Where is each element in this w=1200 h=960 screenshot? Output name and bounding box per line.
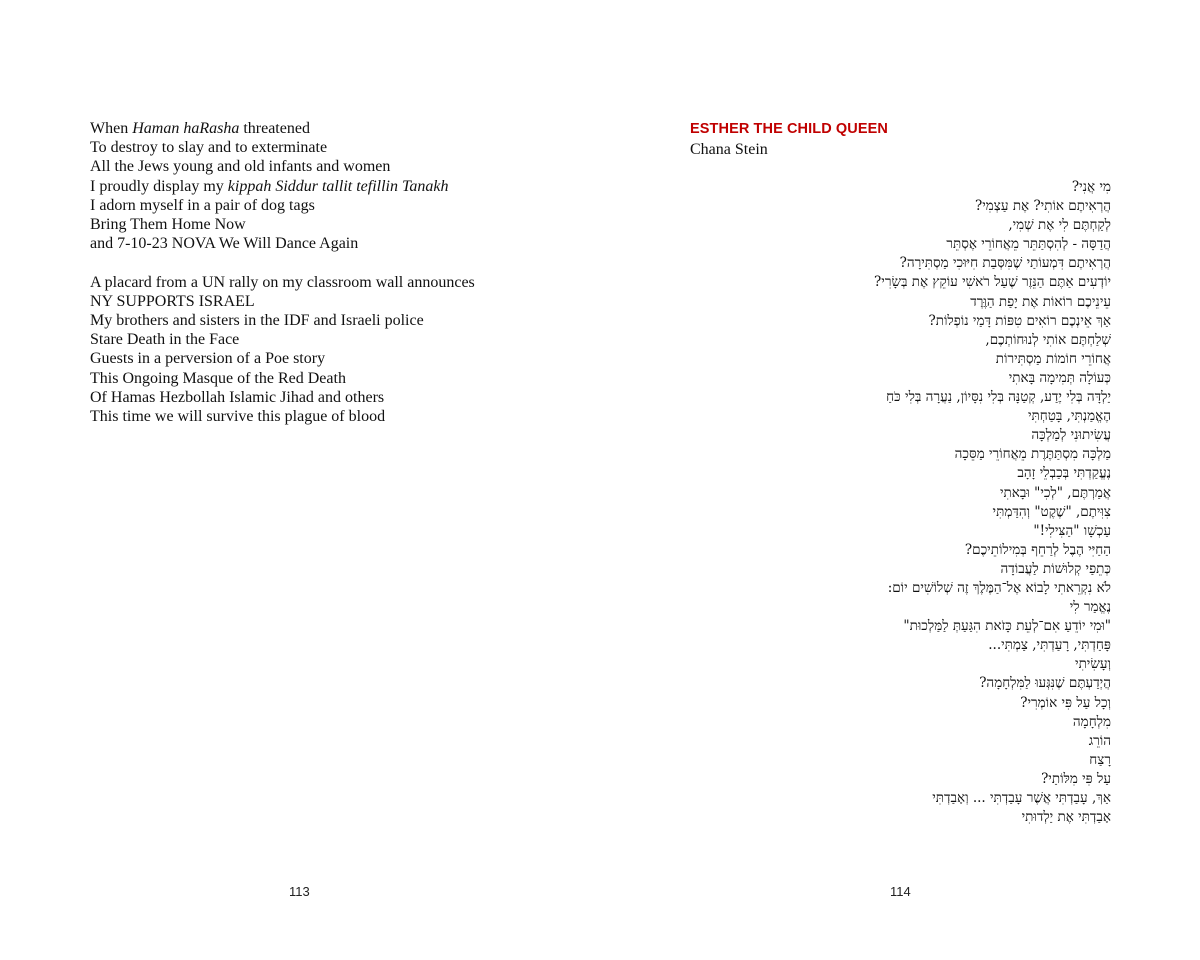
line-text: When — [90, 120, 133, 137]
poem-title: ESTHER THE CHILD QUEEN — [690, 121, 888, 137]
hebrew-poem-line: אַךְ, עָבַדְתִּי אֲשֶׁר עָבַדְתִּי ... וְאָבַדְתִּי — [932, 790, 1111, 806]
poem-line — [90, 311, 570, 330]
poem-line — [90, 157, 570, 176]
hebrew-poem-line: יוֹדְעִים אַתֶּם הַנֵּזֶר שֶׁעַל רֹאשִׁי עוֹקֵץ אֶת בְּשָׂרִי? — [874, 274, 1111, 291]
hebrew-poem-line: שְׁלַחְתֶּם אוֹתִי לְנוּחוֹתְכֶם, — [985, 331, 1111, 348]
hebrew-poem-line: עַכְשָׁו "הַצִּילִי!" — [1033, 522, 1111, 539]
line-text: A placard from a UN rally on my classroom wall announces — [90, 273, 475, 291]
hebrew-poem-line: עֲשִׂיתוּנִי לְמַלְכָּה — [1031, 427, 1111, 444]
poem-line — [90, 273, 570, 292]
hebrew-poem-line: מַלְכָּה מִסְתַּתֶּרֶת מֵאֲחוֹרֵי מַסֵּכָה — [954, 446, 1111, 463]
hebrew-poem-line: רָצַח — [1089, 751, 1111, 768]
poem-line — [90, 177, 570, 196]
hebrew-poem-line: כְּעוֹלָה תְּמִימָה בָּאתִי — [1008, 369, 1111, 386]
hebrew-poem-line: עֵינֵיכֶם רוֹאוֹת אֶת יָפַת הַוֶּרֶד — [970, 293, 1111, 310]
hebrew-poem-line: הֲרְאִיתֶם אוֹתִי? אֶת עַצְמִי? — [975, 198, 1111, 215]
hebrew-poem-line: פָּחַדְתִּי, רָעַדְתִּי, צַמְתִּי... — [988, 637, 1111, 654]
hebrew-poem-line: אָבַדְתִּי אֶת יַלְדוּתִי — [1021, 809, 1111, 826]
poem-line — [90, 234, 570, 253]
hebrew-poem-line: יַלְדָּה בְּלִי יֶדַע, קְטַנָּה בְּלִי נִסָּיוֹן, נַעֲרָה בְּלִי כֹּחַ — [886, 389, 1111, 406]
poem-line — [90, 369, 570, 388]
line-text: I proudly display my — [90, 177, 228, 195]
hebrew-poem-line: הֶאֱמַנְתִּי, בָּטַחְתִּי — [1027, 408, 1111, 425]
poem-author: Chana Stein — [690, 141, 768, 158]
hebrew-poem-line: הֲדַסָּה - לְהִסְתַּתֵּר מֵאֲחוֹרֵי אֶסְתֵּר — [946, 236, 1111, 253]
italic-text: Haman haRasha — [132, 120, 240, 137]
page-number-left: 113 — [289, 884, 310, 899]
poem-line — [90, 388, 570, 407]
poem-line — [90, 138, 570, 157]
italic-text: kippah Siddur tallit tefillin Tanakh — [227, 177, 449, 195]
hebrew-poem-line: וְכָל עַל פִּי אוֹמְרִי? — [1020, 694, 1111, 711]
line-text: Bring Them Home Now — [90, 216, 246, 234]
line-text: All the Jews young and old infants and women — [90, 158, 391, 176]
hebrew-poem-line: כְּתֵפַי קְלוּשׁוֹת לַעֲבוֹדָה — [1000, 560, 1111, 577]
hebrew-poem-line: מִי אֲנִי? — [1071, 179, 1111, 195]
hebrew-poem-line: עַל פִּי מִלּוֹתַי? — [1041, 770, 1111, 787]
line-text: Of Hamas Hezbollah Islamic Jihad and others — [90, 388, 385, 406]
line-text: To destroy to slay and to exterminate — [90, 139, 328, 157]
page-number-right: 114 — [890, 884, 911, 899]
english-poem — [90, 119, 570, 426]
line-text: I adorn myself in a pair of dog tags — [90, 196, 315, 214]
poem-line — [90, 196, 570, 215]
hebrew-poem-line: צִוִּיתֶם, "שֶׁקֶט" וְהִדַּמְתִּי — [992, 503, 1111, 520]
hebrew-poem-line: אֲחוֹרֵי חוֹמוֹת מַסְתִּירוֹת — [995, 350, 1111, 367]
hebrew-poem-line: נֶאֱמַר לִי — [1069, 599, 1111, 616]
poem-line — [90, 292, 570, 311]
line-text: threatened — [239, 120, 310, 137]
hebrew-poem-line: הַחַיִּי הֶבֶל לְרַחֵף בְּמִילוֹתֵיכֶם? — [964, 541, 1111, 558]
right-page — [600, 0, 1200, 960]
hebrew-poem-line: הוֹרֵג — [1088, 732, 1111, 749]
hebrew-poem-line: לֹא נִקְרֵאתִי לָבוֹא אֶל־הַמֶּלֶךְ זֶה שְׁלוֹשִׁים יוֹם: — [887, 579, 1111, 596]
poem-line — [90, 407, 570, 426]
hebrew-poem-line: לְקַחְתֶּם לִי אֶת שְׁמִי, — [1008, 217, 1111, 234]
hebrew-poem-line: נֶעֱקַדְתִּי בְּכַבְלֵי זָהָב — [1017, 465, 1111, 482]
hebrew-poem-line: "וּמִי יוֹדֵעַ אִם־לְעֵת כָּזֹאת הִגַּעַתְּ לַמַּלְכוּת" — [903, 618, 1111, 635]
hebrew-poem-line: הֲיְדַעְתֶּם שֶׁנִּגְּעוּ לַמִּלְחָמָה? — [979, 675, 1111, 692]
line-text: Guests in a perversion of a Poe story — [90, 350, 326, 368]
line-text: NY SUPPORTS ISRAEL — [90, 292, 255, 310]
hebrew-poem — [850, 178, 1111, 827]
poem-line — [90, 119, 570, 138]
poem-line — [90, 330, 570, 349]
line-text: This Ongoing Masque of the Red Death — [90, 369, 346, 387]
poem-line — [90, 349, 570, 368]
stanza-break — [90, 253, 570, 272]
line-text: Stare Death in the Face — [90, 331, 240, 349]
line-text: and 7-10-23 NOVA We Will Dance Again — [90, 235, 359, 253]
hebrew-poem-line: הֲרְאִיתֶם דִּמְעוֹתַי שֶׁמִּסְּבַת חִיּוּכִי מַסְתִּירָה? — [899, 255, 1111, 272]
hebrew-poem-line: אֲמַרְתֶּם, "לְכִי" וּבָאתִי — [1000, 484, 1111, 501]
poem-line — [90, 215, 570, 234]
hebrew-poem-line: אַךְ אֵינְכֶם רוֹאִים טִפּוֹת דָּמַי נוֹפְלוֹת? — [928, 312, 1111, 329]
hebrew-poem-line: מִלְחָמָה — [1072, 713, 1111, 730]
line-text: My brothers and sisters in the IDF and Israeli police — [90, 312, 424, 330]
hebrew-poem-line: וְעָשִׂיתִי — [1075, 656, 1111, 673]
line-text: This time we will survive this plague of blood — [90, 408, 386, 426]
